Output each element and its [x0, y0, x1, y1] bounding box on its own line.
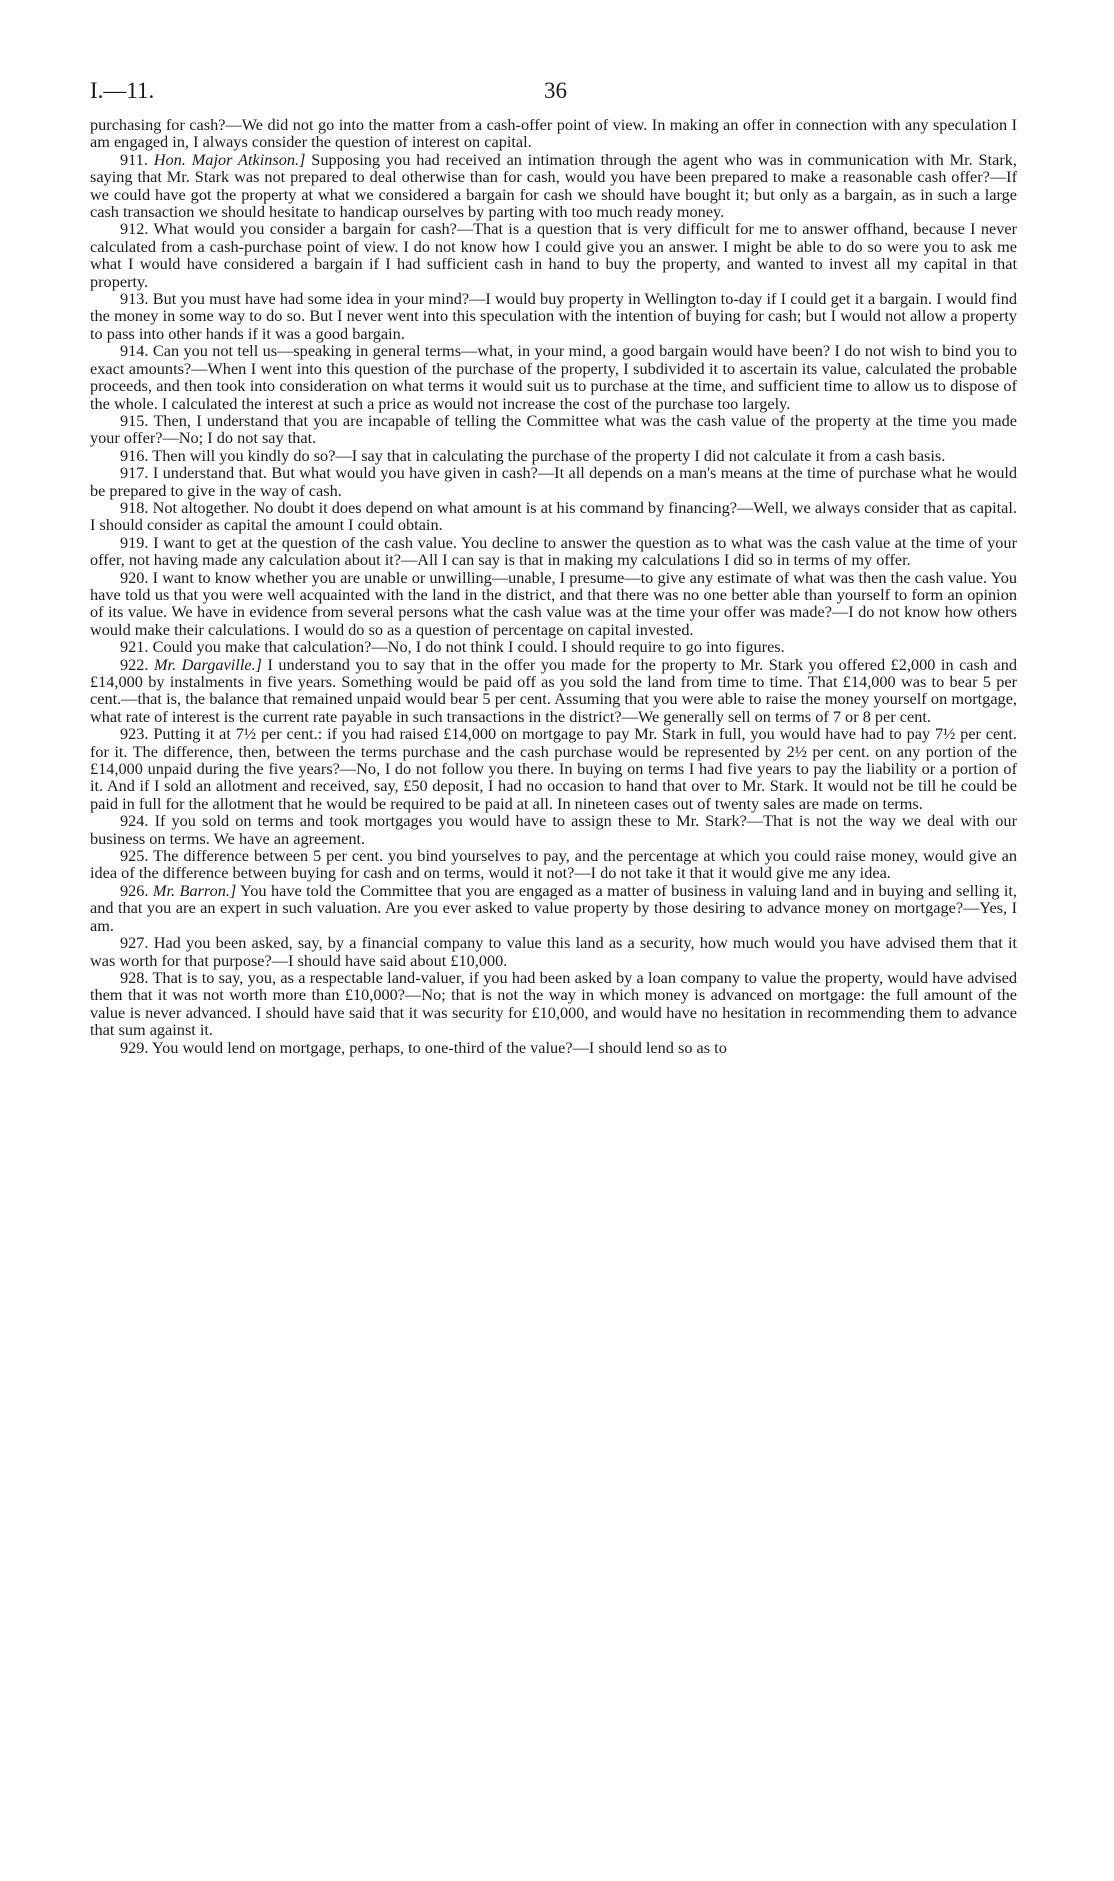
paragraph-text: Not altogether. No doubt it does depend on what amount is at his command by financing?—Well, we always consider that as capital. I should consider as capital the amount I could obtain.	[90, 497, 1017, 535]
paragraph-text: That is to say, you, as a respectable land-valuer, if you had been asked by a loan company to value the property, would have advised them that it was not worth more than £10,000?—No; that is not the way in which money is advanced on mortgage: the full amount of the value is never advanced. I should have said that it was security for £10,000, and would have no hesitation in recommending them to advance that sum against it.	[90, 967, 1017, 1040]
question-number: 913.	[120, 289, 149, 309]
page-body	[90, 116, 1017, 1056]
page-header	[90, 78, 1017, 112]
question-number: 926.	[120, 880, 149, 900]
paragraph-text: Supposing you had received an intimation through the agent who was in communication with Mr. Stark, saying that Mr. Stark was not prepared to deal otherwise than for cash, would you have been prepared to make a reasonable cash offer?—If we could have got the property at what we considered a bargain for cash we should have bought it; but only as a bargain, as in such a large cash transaction we should hesitate to handicap ourselves by parting with too much ready money.	[90, 149, 1017, 222]
page-number: 36	[544, 78, 567, 103]
question-923	[90, 725, 1017, 812]
document-page	[90, 78, 1017, 1056]
paragraph-text: The difference between 5 per cent. you bind yourselves to pay, and the percentage at which you could raise money, would give an idea of the difference between buying for cash and on terms, would it not?—I do not take it that it would give me any idea.	[90, 846, 1017, 883]
question-916	[90, 447, 1017, 464]
paragraph-text: Then, I understand that you are incapable of telling the Committee what was the cash value of the property at the time you made your offer?—No; I do not say that.	[90, 410, 1018, 448]
question-925	[90, 847, 1017, 882]
question-927	[90, 934, 1017, 969]
paragraph-text: I understand you to say that in the offer you made for the property to Mr. Stark you offered £2,000 in cash and £14,000 by instalments in five years. Something would be paid off as you sold the land from time to time. That £14,000 was to bear 5 per cent.—that is, the balance that remained unpaid would bear 5 per cent. Assuming that you were able to raise the money yourself on mortgage, what rate of interest is the current rate payable in such transactions in the district?—We generally sell on terms of 7 or 8 per cent.	[90, 654, 1017, 726]
paragraph-text: purchasing for cash?—We did not go into the matter from a cash-offer point of view. In making an offer in connection with any speculation I am engaged in, I always consider the question of interest on capital.	[90, 115, 1017, 152]
question-number: 918.	[120, 497, 149, 517]
question-915	[90, 412, 1017, 447]
paragraph-text: Then will you kindly do so?—I say that in calculating the purchase of the property I did not calculate it from a cash basis.	[152, 445, 946, 465]
speaker-name: Mr. Dargaville.]	[154, 654, 262, 674]
paragraph-text: Could you make that calculation?—No, I do not think I could. I should require to go into figures.	[152, 637, 785, 657]
question-number: 912.	[120, 219, 149, 239]
question-number: 922.	[120, 654, 149, 674]
question-number: 916.	[120, 445, 149, 465]
paragraph-text: You have told the Committee that you are engaged as a matter of business in valuing land and in buying and selling it, and that you are an expert in such valuation. Are you ever asked to value property by those desiring to advance money on mortgage?—Yes, I am.	[90, 880, 1018, 935]
question-920	[90, 569, 1017, 639]
paragraph-text: I want to get at the question of the cash value. You decline to answer the question as to what was the cash value at the time of your offer, not having made any calculation about it?—All I can say is that in making my calculations I did so in terms of my offer.	[90, 532, 1017, 570]
paragraph-text: You would lend on mortgage, perhaps, to one-third of the value?—I should lend so as to	[151, 1037, 727, 1057]
paragraph-text: I understand that. But what would you have given in cash?—It all depends on a man's means at the time of purchase what he would be prepared to give in the way of cash.	[90, 463, 1017, 500]
question-912	[90, 220, 1017, 290]
paragraph-text: Had you been asked, say, by a financial company to value this land as a security, how much would you have advised them that it was worth for that purpose?—I should have said about £10,000.	[90, 933, 1017, 970]
question-919	[90, 534, 1017, 569]
question-913	[90, 290, 1017, 342]
question-number: 920.	[120, 567, 149, 587]
question-918	[90, 499, 1017, 534]
question-924	[90, 812, 1017, 847]
question-number: 919.	[120, 532, 149, 552]
question-number: 914.	[120, 341, 149, 361]
question-number: 923.	[120, 724, 149, 744]
question-number: 928.	[120, 967, 149, 987]
question-number: 925.	[120, 846, 149, 866]
paragraph-text: Can you not tell us—speaking in general terms—what, in your mind, a good bargain would have been? I do not wish to bind you to exact amounts?—When I went into this question of the purchase of the property, I subdivided it to ascertain its value, calculated the probable proceeds, and then took into consideration on what terms it would suit us to purchase at the time, and sufficient time to allow us to dispose of the whole. I calculated the interest at such a price as would not increase the cost of the purchase too largely.	[90, 341, 1018, 413]
speaker-name: Hon. Major Atkinson.]	[153, 149, 306, 169]
question-926	[90, 882, 1017, 934]
question-number: 915.	[120, 410, 149, 430]
speaker-name: Mr. Barron.]	[152, 880, 237, 900]
paragraph-text: I want to know whether you are unable or unwilling—unable, I presume—to give any estimate of what was then the cash value. You have told us that you were well acquainted with the land in the district, and that there was no one better able than yourself to form an opinion of its value. We have in evidence from several persons what the cash value was at the time your offer was made?—I do not know how others would make their calculations. I would do so as a question of percentage on capital invested.	[90, 567, 1017, 639]
question-922	[90, 656, 1017, 726]
question-928	[90, 969, 1017, 1039]
continuation-paragraph	[90, 116, 1017, 151]
question-914	[90, 342, 1017, 412]
question-929	[90, 1039, 1017, 1056]
question-921	[90, 638, 1017, 655]
question-number: 924.	[120, 811, 149, 831]
paragraph-text: If you sold on terms and took mortgages you would have to assign these to Mr. Stark?—That is not the way we deal with our business on terms. We have an agreement.	[90, 811, 1017, 848]
paragraph-text: Putting it at 7½ per cent.: if you had raised £14,000 on mortgage to pay Mr. Stark in full, you would have had to pay 7½ per cent. for it. The difference, then, between the terms purchase and the cash purchase would be represented by 2½ per cent. on any portion of the £14,000 unpaid during the five years?—No, I do not follow you there. In buying on terms I had five years to pay the liability or a portion of it. And if I sold an allotment and received, say, £50 deposit, I had no occasion to hand that over to Mr. Stark. It would not be till he could be paid in full for the allotment that he would be required to be paid at all. In nineteen cases out of twenty sales are made on terms.	[90, 724, 1017, 813]
question-911	[90, 151, 1017, 221]
question-917	[90, 464, 1017, 499]
question-number: 927.	[120, 933, 149, 953]
question-number: 917.	[120, 463, 149, 483]
question-number: 911.	[120, 149, 148, 169]
paragraph-text: What would you consider a bargain for cash?—That is a question that is very difficult for me to answer offhand, because I never calculated from a cash-purchase point of view. I do not know how I could give you an answer. I might be able to do so were you to ask me what I would have considered a bargain if I had sufficient cash in hand to buy the property, and wanted to invest all my capital in that property.	[90, 219, 1017, 291]
question-number: 929.	[120, 1037, 149, 1057]
paragraph-text: But you must have had some idea in your mind?—I would buy property in Wellington to-day if I could get it a bargain. I would find the money in some way to do so. But I never went into this speculation with the intention of buying for cash; but I would not allow a property to pass into other hands if it was a good bargain.	[90, 289, 1017, 343]
document-reference: I.—11.	[90, 78, 155, 103]
question-number: 921.	[120, 637, 149, 657]
